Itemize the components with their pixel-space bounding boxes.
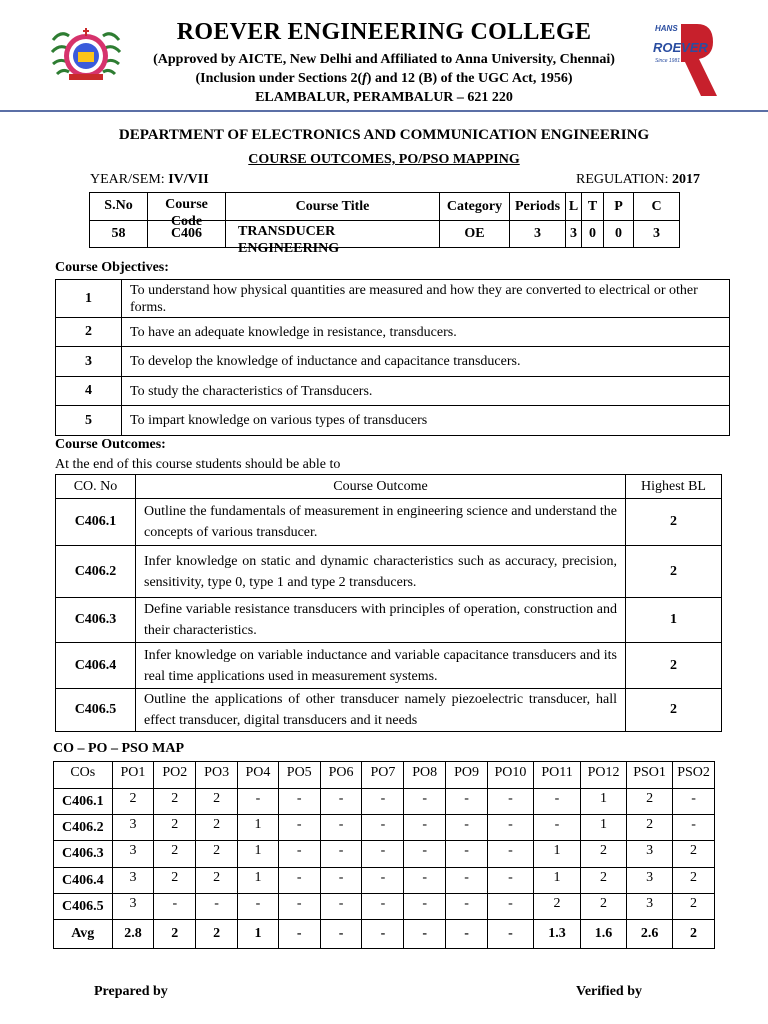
map-cell: 2: [581, 841, 627, 868]
outcome-bl: 2: [626, 546, 722, 598]
map-avg-row: [54, 920, 715, 949]
map-cell: 1: [581, 789, 627, 815]
map-header-cell: PO10: [487, 762, 533, 789]
map-cell: 2: [673, 868, 715, 894]
map-cell: 2: [196, 789, 238, 815]
co-po-pso-table: [53, 761, 715, 949]
outcome-bl: 2: [626, 499, 722, 546]
map-cell: -: [278, 920, 320, 949]
map-cell: -: [673, 815, 715, 841]
objective-number: 5: [56, 406, 122, 436]
outcome-text: Outline the fundamentals of measurement in engineering science and understand the concepts of various transducer.: [136, 499, 626, 546]
map-cell: 2: [673, 920, 715, 949]
map-row: [54, 841, 715, 868]
header-course-code: Course Code: [148, 193, 226, 221]
map-heading: CO – PO – PSO MAP: [53, 741, 185, 756]
objective-number: 3: [56, 347, 122, 377]
header-course-outcome: Course Outcome: [136, 475, 626, 499]
map-cell: 1: [238, 841, 279, 868]
map-cell: 2: [196, 920, 238, 949]
outcome-code: C406.2: [56, 546, 136, 598]
map-cell: -: [446, 894, 488, 920]
outcome-row: [56, 598, 722, 643]
map-cell: -: [238, 894, 279, 920]
map-cell: -: [446, 868, 488, 894]
map-row: [54, 815, 715, 841]
map-row: [54, 894, 715, 920]
map-cell: 2: [154, 789, 196, 815]
outcomes-intro: At the end of this course students should be able to: [55, 457, 341, 472]
header-sno: S.No: [90, 193, 148, 221]
college-name: ROEVER ENGINEERING COLLEGE: [176, 19, 592, 45]
map-cell: 1.3: [533, 920, 580, 949]
outcomes-table: [55, 474, 722, 732]
map-header-cell: PO6: [320, 762, 362, 789]
objective-row: [56, 377, 730, 406]
map-cell: -: [673, 789, 715, 815]
header-divider: [0, 110, 768, 112]
map-cell: 3: [112, 868, 154, 894]
map-cell: -: [446, 815, 488, 841]
map-cell: -: [487, 894, 533, 920]
map-cell: 2: [154, 841, 196, 868]
objective-text: To understand how physical quantities are measured and how they are converted to electrical or other forms.: [122, 280, 730, 318]
map-cell: 2: [154, 815, 196, 841]
map-cell: 1: [238, 815, 279, 841]
map-cell: -: [404, 868, 446, 894]
objective-text: To impart knowledge on various types of transducers: [122, 406, 730, 436]
outcome-row: [56, 689, 722, 732]
map-cell: -: [320, 920, 362, 949]
verified-by: Verified by: [576, 984, 642, 999]
objective-number: 2: [56, 318, 122, 347]
map-cell: -: [278, 894, 320, 920]
map-cell: -: [362, 841, 404, 868]
map-cell: -: [320, 894, 362, 920]
outcome-code: C406.1: [56, 499, 136, 546]
cell-category: OE: [440, 221, 510, 248]
map-cell: -: [278, 841, 320, 868]
map-cell: 2: [673, 841, 715, 868]
map-row-label: C406.2: [54, 815, 113, 841]
map-cell: -: [362, 920, 404, 949]
map-cell: -: [446, 789, 488, 815]
objective-number: 1: [56, 280, 122, 318]
outcome-code: C406.3: [56, 598, 136, 643]
map-cell: -: [533, 789, 580, 815]
map-cell: -: [362, 815, 404, 841]
map-cell: 3: [112, 841, 154, 868]
map-cell: 2: [196, 841, 238, 868]
outcome-row: [56, 546, 722, 598]
map-cell: 3: [112, 894, 154, 920]
map-cell: -: [404, 841, 446, 868]
outcomes-heading: Course Outcomes:: [55, 437, 166, 452]
prepared-by: Prepared by: [94, 984, 168, 999]
map-cell: -: [362, 789, 404, 815]
objective-text: To have an adequate knowledge in resistance, transducers.: [122, 318, 730, 347]
logo-text-hans: HANS: [655, 24, 678, 33]
cell-sno: 58: [90, 221, 148, 248]
map-row-label: C406.5: [54, 894, 113, 920]
map-cell: -: [446, 920, 488, 949]
college-address: ELAMBALUR, PERAMBALUR – 621 220: [255, 90, 513, 105]
document-title: COURSE OUTCOMES, PO/PSO MAPPING: [248, 152, 520, 167]
cell-p: 0: [604, 221, 634, 248]
map-cell: -: [446, 841, 488, 868]
map-header-cell: PO12: [581, 762, 627, 789]
map-header-cell: PO3: [196, 762, 238, 789]
map-cell: -: [487, 815, 533, 841]
map-cell: -: [487, 841, 533, 868]
objective-row: [56, 406, 730, 436]
map-cell: 1: [581, 815, 627, 841]
map-cell: 1: [238, 868, 279, 894]
header-category: Category: [440, 193, 510, 221]
cell-t: 0: [582, 221, 604, 248]
objective-row: [56, 347, 730, 377]
map-cell: 1: [533, 868, 580, 894]
map-cell: 1.6: [581, 920, 627, 949]
map-cell: 3: [112, 815, 154, 841]
map-header-cell: PO2: [154, 762, 196, 789]
map-cell: -: [487, 789, 533, 815]
map-cell: -: [278, 815, 320, 841]
map-cell: -: [404, 815, 446, 841]
map-cell: -: [320, 841, 362, 868]
outcome-bl: 1: [626, 598, 722, 643]
approval-line: (Approved by AICTE, New Delhi and Affiliated to Anna University, Chennai): [153, 52, 615, 67]
header-highest-bl: Highest BL: [626, 475, 722, 499]
outcome-code: C406.4: [56, 643, 136, 689]
logo-text-since: Since 1981: [655, 58, 681, 64]
map-cell: 2.8: [112, 920, 154, 949]
map-cell: -: [362, 868, 404, 894]
map-header-cell: PO5: [278, 762, 320, 789]
outcome-code: C406.5: [56, 689, 136, 732]
header-periods: Periods: [510, 193, 566, 221]
map-row-label: C406.4: [54, 868, 113, 894]
map-cell: 2: [673, 894, 715, 920]
objectives-table: [55, 279, 730, 436]
map-row-label: C406.3: [54, 841, 113, 868]
cell-l: 3: [566, 221, 582, 248]
map-header-cell: PSO1: [627, 762, 673, 789]
outcome-text: Infer knowledge on static and dynamic characteristics such as accuracy, precision, sensitivity, type 0, type 1 and type 2 transducers.: [136, 546, 626, 598]
regulation: REGULATION: 2017: [576, 172, 701, 187]
objective-row: [56, 280, 730, 318]
map-cell: 2: [154, 868, 196, 894]
objective-row: [56, 318, 730, 347]
map-cell: 2: [533, 894, 580, 920]
header-c: C: [634, 193, 680, 221]
map-cell: -: [278, 789, 320, 815]
map-cell: -: [404, 789, 446, 815]
outcome-bl: 2: [626, 643, 722, 689]
year-sem: YEAR/SEM: IV/VII: [90, 172, 209, 187]
map-cell: -: [238, 789, 279, 815]
map-cell: 2: [581, 894, 627, 920]
header-co-no: CO. No: [56, 475, 136, 499]
outcome-text: Define variable resistance transducers with principles of operation, construction and their characteristics.: [136, 598, 626, 643]
map-cell: -: [278, 868, 320, 894]
objective-text: To study the characteristics of Transducers.: [122, 377, 730, 406]
map-cell: -: [320, 815, 362, 841]
map-cell: 3: [627, 894, 673, 920]
course-info-table: [89, 192, 680, 256]
map-cell: 2.6: [627, 920, 673, 949]
map-cell: 1: [533, 841, 580, 868]
cell-course-title: TRANSDUCER ENGINEERING: [226, 221, 440, 248]
map-cell: -: [362, 894, 404, 920]
map-cell: -: [487, 920, 533, 949]
header-p: P: [604, 193, 634, 221]
outcome-text: Outline the applications of other transducer namely piezoelectric transducer, hall effect transducer, digital transducers and it needs: [136, 689, 626, 732]
logo-text-roever: ROEVER: [653, 40, 708, 55]
map-cell: -: [533, 815, 580, 841]
map-header-cell: PSO2: [673, 762, 715, 789]
map-header-cell: PO9: [446, 762, 488, 789]
outcome-text: Infer knowledge on variable inductance and variable capacitance transducers and its real time applications used in measurement systems.: [136, 643, 626, 689]
outcome-row: [56, 499, 722, 546]
map-row-label: C406.1: [54, 789, 113, 815]
header-t: T: [582, 193, 604, 221]
map-header-cell: PO1: [112, 762, 154, 789]
map-cell: 3: [627, 868, 673, 894]
map-header-cell: PO7: [362, 762, 404, 789]
cell-c: 3: [634, 221, 680, 248]
header-l: L: [566, 193, 582, 221]
map-cell: 2: [196, 868, 238, 894]
map-cell: 2: [196, 815, 238, 841]
map-row-label: Avg: [54, 920, 113, 949]
map-cell: 3: [627, 841, 673, 868]
map-row: [54, 868, 715, 894]
objectives-heading: Course Objectives:: [55, 260, 169, 275]
map-row: [54, 789, 715, 815]
department-title: DEPARTMENT OF ELECTRONICS AND COMMUNICATION ENGINEERING: [118, 127, 650, 143]
header-course-title: Course Title: [226, 193, 440, 221]
map-cell: 2: [627, 815, 673, 841]
ugc-inclusion-line: (Inclusion under Sections 2(f) and 12 (B) of the UGC Act, 1956): [195, 71, 573, 86]
objective-text: To develop the knowledge of inductance and capacitance transducers.: [122, 347, 730, 377]
map-header-row: [54, 762, 715, 789]
map-cell: 2: [581, 868, 627, 894]
map-cell: 2: [112, 789, 154, 815]
map-cell: -: [320, 789, 362, 815]
map-cell: -: [404, 894, 446, 920]
cell-course-code: C406: [148, 221, 226, 248]
map-cell: -: [487, 868, 533, 894]
map-cell: 2: [627, 789, 673, 815]
map-cell: 2: [154, 920, 196, 949]
map-header-cell: PO11: [533, 762, 580, 789]
map-cell: -: [320, 868, 362, 894]
map-cell: 1: [238, 920, 279, 949]
map-header-cell: COs: [54, 762, 113, 789]
map-cell: -: [154, 894, 196, 920]
map-header-cell: PO4: [238, 762, 279, 789]
cell-periods: 3: [510, 221, 566, 248]
roever-logo: [651, 18, 719, 98]
objective-number: 4: [56, 377, 122, 406]
map-cell: -: [404, 920, 446, 949]
map-header-cell: PO8: [404, 762, 446, 789]
map-cell: -: [196, 894, 238, 920]
outcome-bl: 2: [626, 689, 722, 732]
outcome-row: [56, 643, 722, 689]
